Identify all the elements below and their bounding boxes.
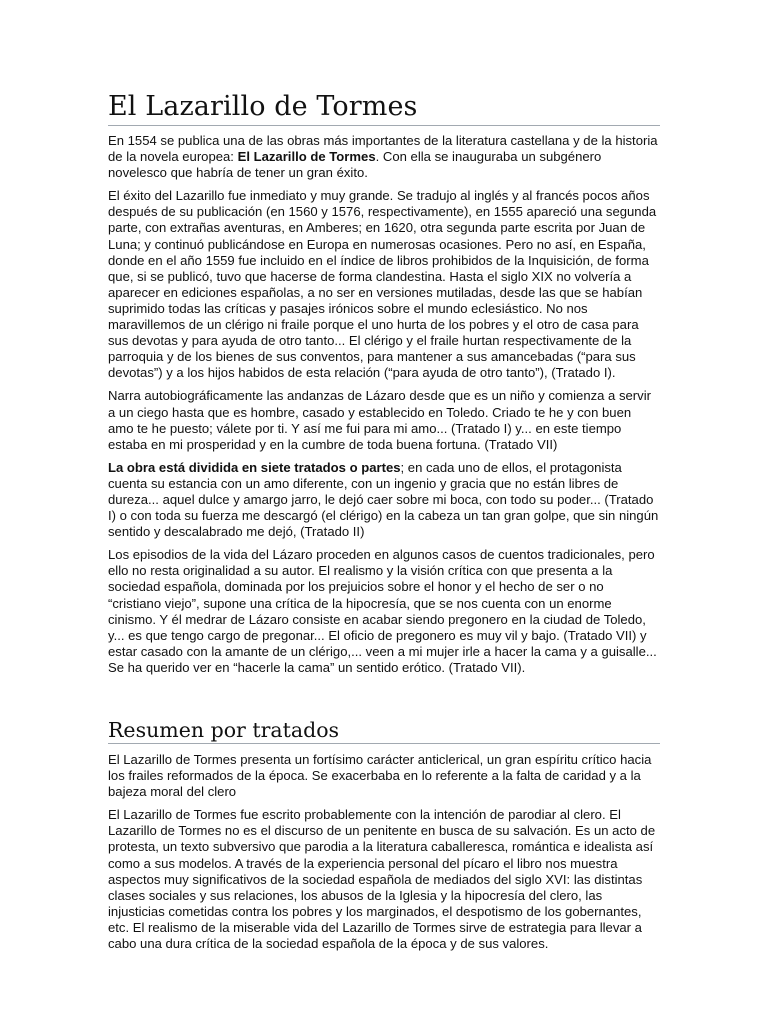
paragraph-anticlerical: El Lazarillo de Tormes presenta un fortísimo carácter anticlerical, un gran espíritu crítico hacia los frailes reformados de la época. Se exacerbaba en lo referente a la falta de caridad y a la bajeza moral del clero: [108, 752, 652, 800]
paragraph-exito: El éxito del Lazarillo fue inmediato y muy grande. Se tradujo al inglés y al francés pocos años después de su publicación (en 1560 y 1576, respectivamente), en 1555 apareció una segunda parte, con extrañas aventuras, en Amberes; en 1620, otra segunda parte escrita por Juan de Luna; y continuó publicándose en Europa en numerosas ocasiones. Pero no así, en España, donde en el año 1559 fue incluido en el índice de libros prohibidos de la Inquisición, de forma que, si se publicó, tuvo que hacerse de forma clandestina. Hasta el siglo XIX no volvería a aparecer en ediciones españolas, a no ser en versiones mutiladas, desde las que se habían suprimido todas las críticas y pasajes irónicos sobre el mundo eclesiástico. No nos maravillemos de un clérigo ni fraile porque el uno hurta de los pobres y el otro de casa para sus devotas y para ayuda de otro tanto... El clérigo y el fraile hurtan respectivamente de la parroquia y de los bienes de sus conventos, para mantener a sus amancebadas (“para sus devotas”) y a los hijos habidos de esta relación (“para ayuda de otro tanto”), (Tratado I).: [108, 188, 657, 381]
section-heading-resumen: Resumen por tratados: [108, 718, 660, 744]
paragraph-tratados-bold: La obra está dividida en siete tratados o partes: [108, 459, 401, 475]
intro-bold-title: El Lazarillo de Tormes: [237, 149, 376, 165]
intro-text-start: En 1554 se publica una de las obras más importantes de la literatura castellana y de la historia de la novela europea:: [108, 133, 658, 165]
paragraph-narra: Narra autobiográficamente las andanzas de Lázaro desde que es un niño y comienza a servir a un ciego hasta que es hombre, casado y establecido en Toledo. Criado te he y con buen amo te he puesto; válete por ti. Y así me fui para mi amo... (Tratado I) y... en este tiempo estaba en mi prosperidad y en la cumbre de toda buena fortuna. (Tratado VII): [108, 388, 651, 452]
paragraph-tratados-text: ; en cada uno de ellos, el protagonista cuenta su estancia con un amo diferente, con un ingenio y gracia que no están libres de dureza... aquel dulce y amargo jarro, le dejó caer sobre mi boca, con todo su poder... (Tratado I) o con toda su fuerza me descargó (el clérigo) en la cabeza un tan gran golpe, que sin ningún sentido y descalabrado me dejó, (Tratado II): [108, 459, 659, 540]
intro-text-end: . Con ella se inauguraba un subgénero novelesco que habría de tener un gran éxito.: [108, 149, 602, 181]
paragraph-episodios: Los episodios de la vida del Lázaro proceden en algunos casos de cuentos tradicionales, pero ello no resta originalidad a su autor. El realismo y la visión crítica con que presenta a la sociedad española, dominada por los prejuicios sobre el honor y el hecho de ser o no “cristiano viejo”, supone una crítica de la hipocresía, que se nos cuenta con un enorme cinismo. Y él medrar de Lázaro consiste en acabar siendo pregonero en la ciudad de Toledo, y... es que tengo cargo de pregonar... El oficio de pregonero es muy vil y bajo. (Tratado VII) y estar casado con la amante de un clérigo,... veen a mi mujer irle a hacer la cama y a guisalle... Se ha querido ver en “hacerle la cama” un sentido erótico. (Tratado VII).: [108, 547, 657, 675]
document-page: [108, 91, 660, 959]
intro-paragraph: [108, 133, 660, 181]
page-title: El Lazarillo de Tormes: [108, 91, 660, 126]
paragraph-parodia: El Lazarillo de Tormes fue escrito probablemente con la intención de parodiar al clero. El Lazarillo de Tormes no es el discurso de un penitente en busca de su salvación. Es un acto de protesta, un texto subversivo que parodia a la literatura caballeresca, romántica e idealista así como a sus modelos. A través de la experiencia personal del pícaro el libro nos muestra aspectos muy significativos de la sociedad española de mediados del siglo XVI: las distintas clases sociales y sus relaciones, los abusos de la Iglesia y la hipocresía del clero, las injusticias cometidas contra los pobres y los marginados, el despotismo de los gobernantes, etc. El realismo de la miserable vida del Lazarillo de Tormes sirve de estrategia para llevar a cabo una dura crítica de la sociedad española de la época y de sus valores.: [108, 807, 656, 952]
paragraph-tratados: [108, 460, 660, 540]
